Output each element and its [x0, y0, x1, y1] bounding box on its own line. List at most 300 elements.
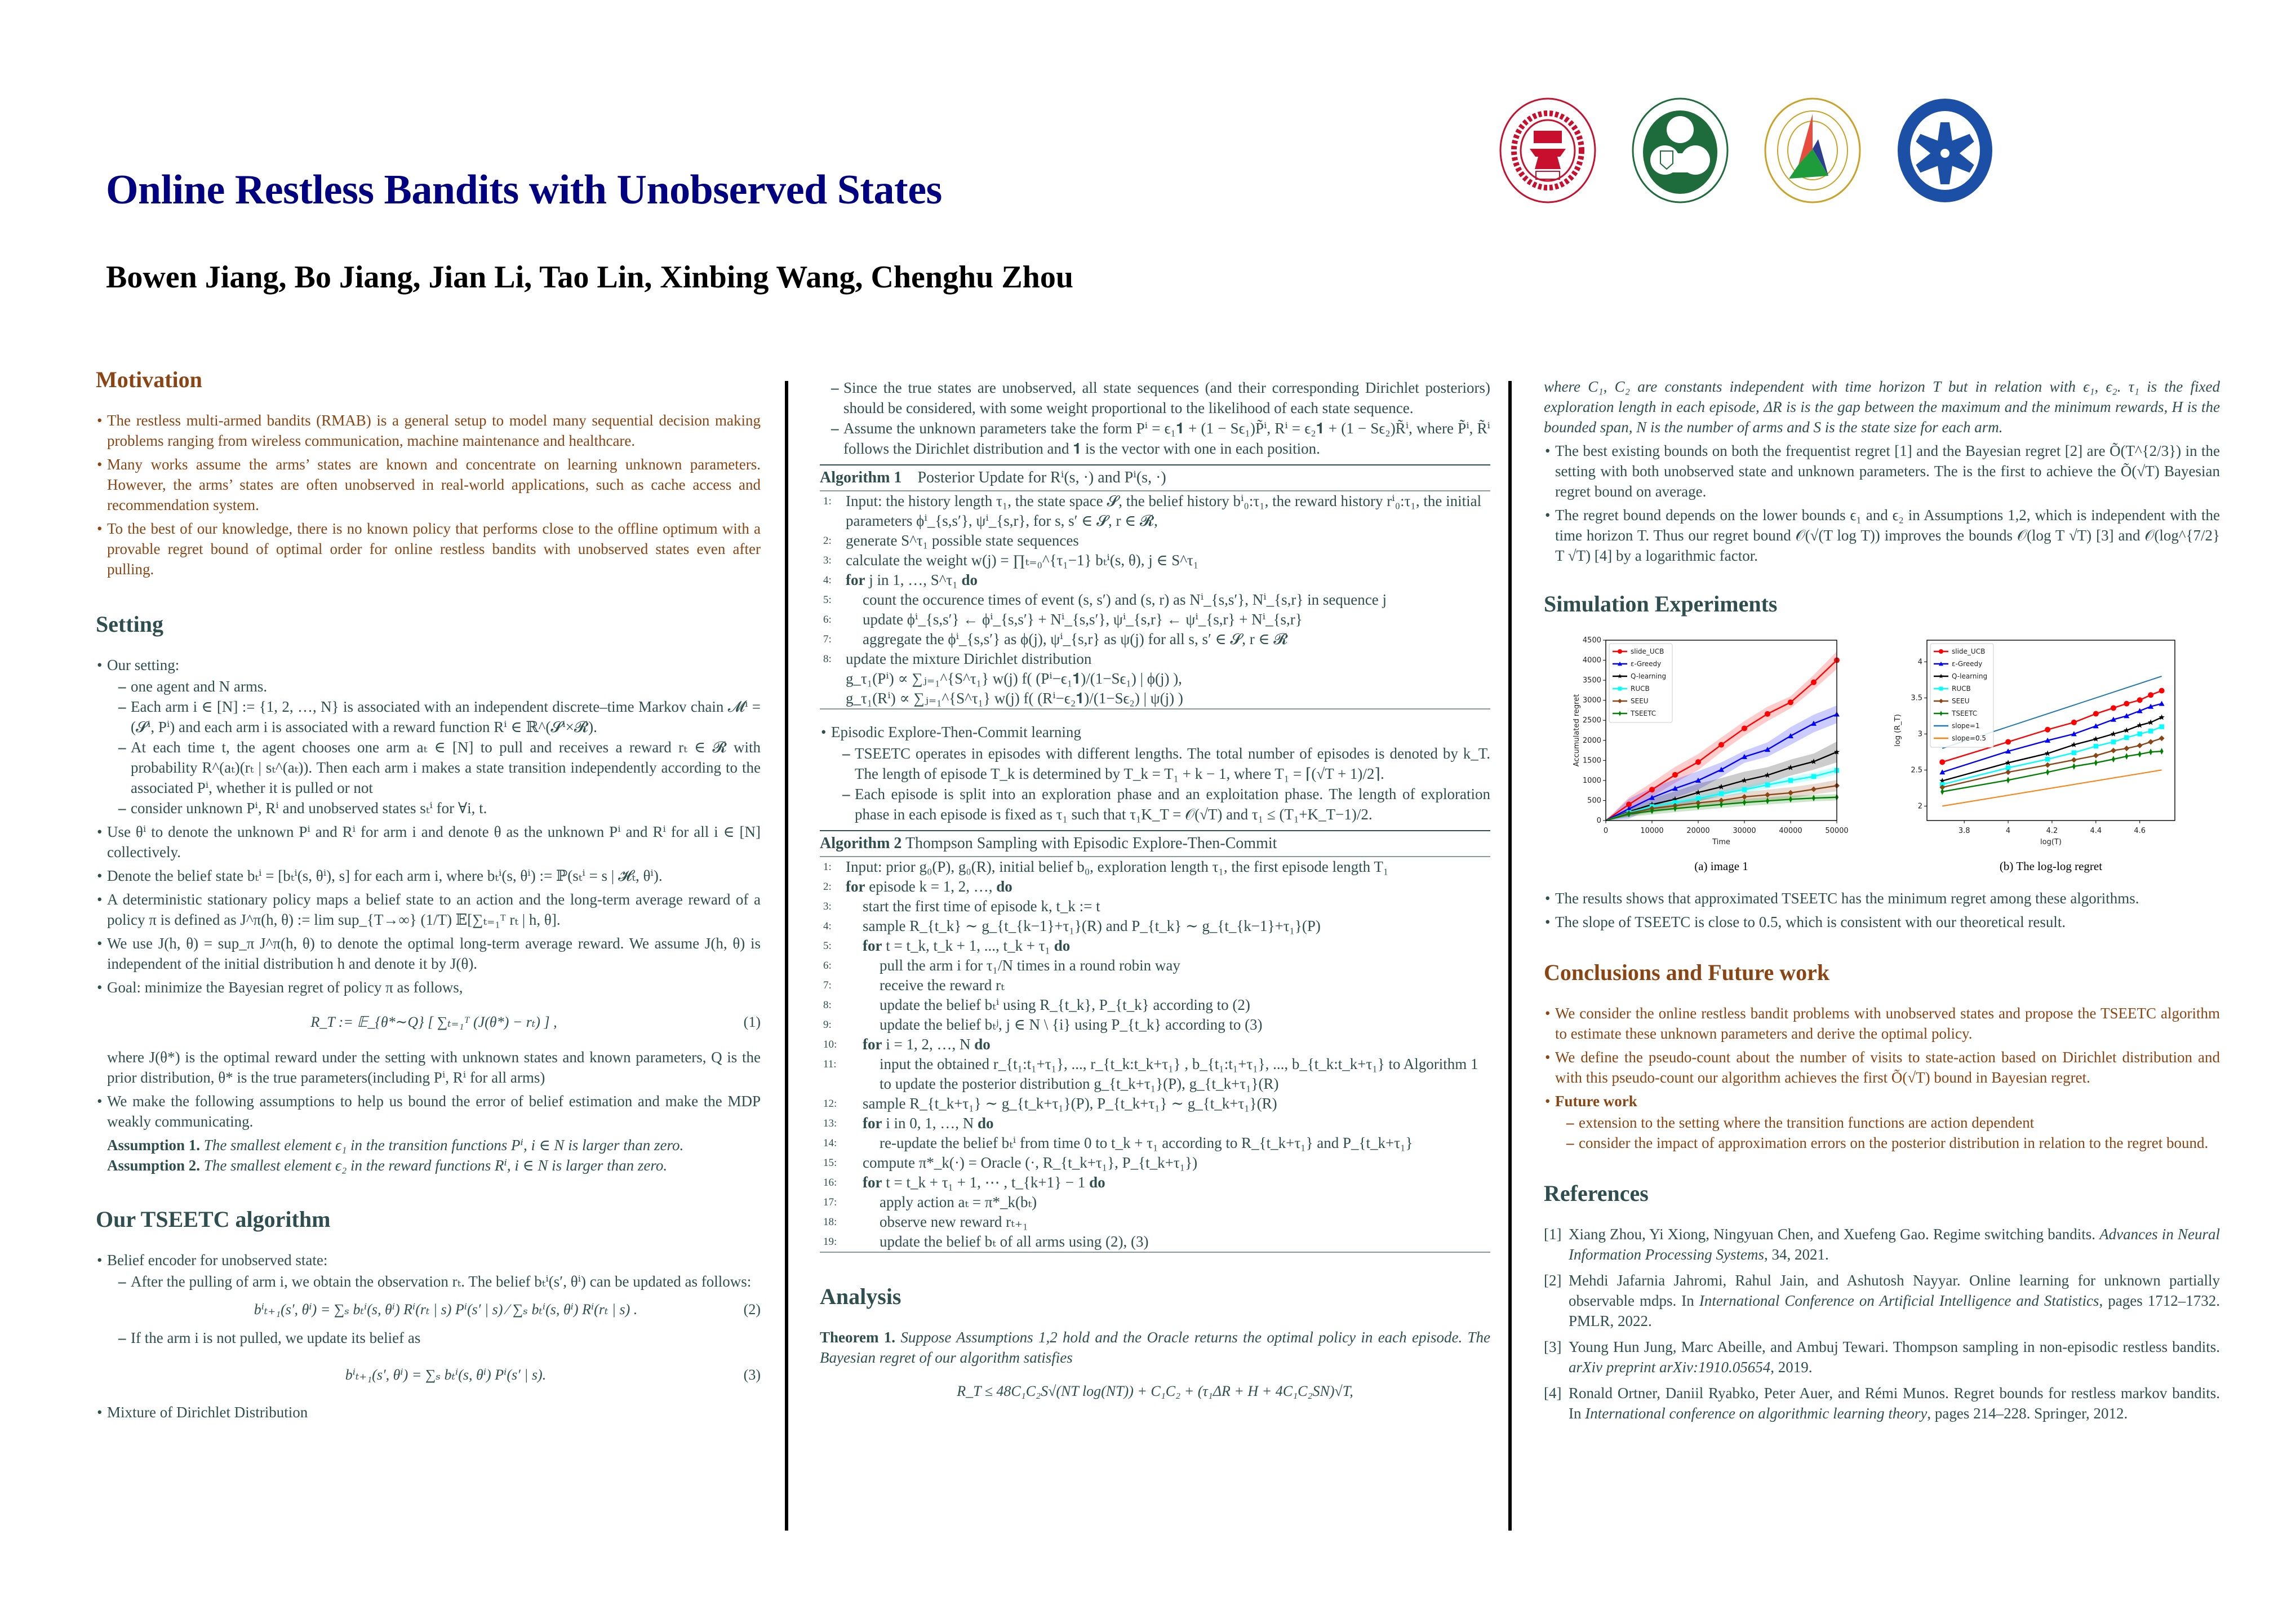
data-point-marker [2045, 751, 2051, 756]
algorithm-line [820, 1192, 1490, 1212]
algorithm-line [820, 1133, 1490, 1153]
line-number: 18: [823, 1216, 837, 1228]
tseetc-heading: Our TSEETC algorithm [96, 1207, 331, 1232]
data-point-marker [2111, 705, 2116, 711]
algorithm-line [820, 689, 1490, 708]
line-text: update the belief bₜʲ, j ∈ N \ {i} using P_{t_k} according to (3) [880, 1016, 1263, 1033]
data-point-marker [1718, 742, 1724, 748]
data-point-marker [2006, 777, 2010, 783]
y-tick-label: 0 [1596, 817, 1601, 825]
belief-encoder-sub [107, 1271, 761, 1385]
poster-title: Online Restless Bandits with Unobserved States [106, 167, 942, 213]
list-item: • We use J(h, θ) = sup_π J^π(h, θ) to denote the optimal long-term average reward. We assume J(h, θ) is independent of the initial distribution h and denote it by J(θ). [96, 933, 761, 974]
y-tick-label: 2.5 [1911, 766, 1922, 775]
line-number: 9: [823, 1019, 832, 1031]
column-divider-left [785, 381, 788, 1531]
line-number: 14: [823, 1137, 837, 1149]
line-number: 2: [823, 881, 832, 893]
algorithm-line [820, 877, 1490, 897]
data-point-marker [1940, 788, 1944, 795]
chart-legend [1930, 644, 1993, 747]
reference-number: [2] [1544, 1272, 1562, 1289]
line-text: generate S^τ₁ possible state sequences [846, 532, 1079, 549]
list-item [820, 722, 1490, 824]
chart-legend [1609, 644, 1672, 722]
line-number: 5: [823, 594, 832, 606]
legend-label: RUCB [1952, 685, 1971, 693]
data-point-marker [2148, 692, 2153, 698]
list-item: – extension to the setting where the transition functions are action dependent [1555, 1112, 2220, 1133]
reference-venue: International Conference on Artificial Intelligence and Statistics [1699, 1292, 2099, 1309]
line-number: 4: [823, 920, 832, 932]
line-number: 12: [823, 1098, 837, 1110]
cuc-seal-icon [1764, 97, 1862, 204]
our-setting-label: Our setting: [107, 657, 180, 673]
eetc-bullets [820, 722, 1490, 824]
y-tick-label: 3500 [1582, 676, 1601, 685]
legend-label: Q-learning [1952, 672, 1988, 680]
motivation-heading: Motivation [96, 367, 202, 392]
y-tick-label: 3000 [1582, 696, 1601, 705]
data-point-marker [2111, 739, 2116, 744]
list-item: • The best existing bounds on both the frequentist regret [1] and the Bayesian regret [2] are Õ(T^{2/3}) in the setting with both unobserved state and unknown parameters. The is the first to achieve the Õ(√T) Bayesian regret bound on average. [1544, 441, 2220, 502]
reference-venue: arXiv preprint arXiv:1910.05654 [1569, 1359, 1771, 1376]
line-text: t = t_k + τ₁ + 1, ⋯ , t_{k+1} − 1 [882, 1174, 1090, 1191]
equation-1-body: R_T := 𝔼_{θ*∼Q} [ ∑ₜ₌₁ᵀ (J(θ*) − rₜ) ] , [310, 1014, 557, 1030]
list-item: – consider the impact of approximation errors on the posterior distribution in relation to the regret bound. [1555, 1133, 2220, 1153]
assumption-2 [96, 1155, 761, 1176]
chart-log-log-regret [1893, 635, 2197, 883]
y-tick-label: 2500 [1582, 716, 1601, 725]
keyword-for: for [863, 937, 882, 954]
reference-details: , pages 1712–1732. PMLR, 2022. [1569, 1292, 2220, 1329]
line-number: 11: [823, 1058, 837, 1070]
data-point-marker [1939, 649, 1943, 654]
reference-details: , pages 214–228. Springer, 2012. [1927, 1405, 2128, 1422]
reference-item [1544, 1270, 2220, 1331]
simulation-heading: Simulation Experiments [1544, 591, 1778, 617]
line-text: pull the arm i for τ₁/N times in a round robin way [880, 957, 1180, 974]
algorithm-line [820, 669, 1490, 689]
x-tick-label: 4.4 [2090, 827, 2102, 835]
algorithm-line [820, 936, 1490, 956]
data-point-marker [2124, 746, 2129, 751]
analysis-heading: Analysis [820, 1284, 901, 1309]
legend-label: slope=1 [1952, 722, 1980, 730]
eetc-sub-list [831, 743, 1490, 824]
data-point-marker [1788, 699, 1793, 705]
equation-3-number: (3) [743, 1367, 761, 1383]
line-text: sample R_{t_k+τ₁} ∼ g_{t_k+τ₁}(P), P_{t_k+τ₁} ∼ g_{t_k+τ₁}(R) [863, 1095, 1277, 1112]
list-item: • To the best of our knowledge, there is no known policy that performs close to the offline optimum with a provable regret bound of optimal order for online restless bandits with unobserved states even after pulling. [96, 518, 761, 579]
figure-caption: (a) image 1 [1694, 859, 1748, 873]
data-point-marker [2093, 736, 2099, 742]
keyword-for: for [863, 1036, 882, 1053]
algorithm-line [820, 897, 1490, 916]
line-number: 10: [823, 1039, 837, 1050]
list-item [107, 1328, 761, 1385]
legend-label: ε-Greedy [1952, 660, 1983, 668]
theorem-where-text: where C₁, C₂ are constants independent with time horizon T but in relation with ϵ₁, ϵ₂. τ₁ is the fixed exploration length in each episode, ΔR is is the gap between the maximum and the minimum rewards, H is the bounded span, N is the number of arms and S is the state size for each arm. [1544, 378, 2220, 436]
line-text: calculate the weight w(j) = ∏ₜ₌₀^{τ₁−1} bₜⁱ(s, θ), j ∈ S^τ₁ [846, 552, 1199, 569]
line-text: update the belief bₜⁱ using R_{t_k}, P_{t_k} according to (2) [880, 996, 1250, 1013]
legend-label: SEEU [1631, 697, 1649, 705]
data-point-marker [2111, 748, 2116, 753]
line-text: count the occurence times of event (s, s′) and (s, r) as Nⁱ_{s,s′}, Nⁱ_{s,r} in sequence j [863, 591, 1387, 608]
reference-item [1544, 1337, 2220, 1377]
reference-number: [3] [1544, 1338, 1562, 1355]
figure-row [1544, 635, 2220, 883]
algorithm-line [820, 857, 1490, 877]
data-point-marker [1788, 778, 1793, 783]
line-number: 17: [823, 1196, 837, 1208]
line-number: 6: [823, 614, 832, 626]
assumption-1 [96, 1135, 761, 1155]
line-number: 7: [823, 633, 832, 645]
data-point-marker [2094, 744, 2099, 749]
assumption-1-label: Assumption 1. [107, 1137, 201, 1154]
references-heading: References [1544, 1181, 1649, 1206]
setting-sub-list [107, 676, 761, 818]
line-text: j in 1, …, S^τ₁ [865, 571, 962, 588]
column-right [1544, 376, 2220, 1429]
line-number: 5: [823, 940, 832, 952]
y-tick-label: 4000 [1582, 656, 1601, 665]
algorithm-line [820, 956, 1490, 975]
list-item [1544, 1091, 2220, 1153]
y-tick-label: 4 [1917, 658, 1922, 667]
line-number: 1: [823, 861, 832, 873]
data-point-marker [2148, 719, 2154, 725]
keyword-do: do [1089, 1174, 1105, 1191]
author-list: Bowen Jiang, Bo Jiang, Jian Li, Tao Lin, Xinbing Wang, Chenghu Zhou [106, 260, 1073, 295]
reference-details: , 2019. [1770, 1359, 1813, 1376]
motivation-bullets [96, 410, 761, 579]
data-point-marker [2124, 728, 2130, 733]
data-point-marker [2094, 760, 2098, 766]
algorithm-line [820, 629, 1490, 649]
data-point-marker [2071, 720, 2077, 725]
list-item: • The slope of TSEETC is close to 0.5, which is consistent with our theoretical result. [1544, 912, 2220, 932]
data-point-marker [1939, 687, 1943, 691]
x-tick-label: 4.2 [2046, 827, 2058, 835]
line-text: observe new reward rₜ₊₁ [880, 1213, 1028, 1230]
algorithm-line [820, 590, 1490, 610]
conclusions-heading: Conclusions and Future work [1544, 960, 1830, 985]
algorithm-2-label: Algorithm 2 [820, 835, 902, 852]
data-point-marker [1695, 759, 1701, 765]
algorithm-line [820, 570, 1490, 590]
list-item: • Denote the belief state bₜⁱ = [bₜⁱ(s, θⁱ), s] for each arm i, where bₜⁱ(s, θⁱ) := ℙ(sₜⁱ = s | 𝓗ₜ, θⁱ). [96, 866, 761, 886]
column-middle [820, 376, 1490, 1409]
data-point-marker [2045, 757, 2050, 762]
eetc-label: Episodic Explore-Then-Commit learning [831, 724, 1081, 740]
line-number: 15: [823, 1157, 837, 1169]
line-text: re-update the belief bₜⁱ from time 0 to t_k + τ₁ according to R_{t_k+τ₁} and P_{t_k+τ₁} [880, 1134, 1413, 1151]
keyword-for: for [863, 1115, 882, 1132]
setting-heading: Setting [96, 611, 163, 637]
line-text: g_τ₁(Rⁱ) ∝ ∑ⱼ₌₁^{S^τ₁} w(j) f( (Rⁱ−ϵ₂𝟏)/(1−Sϵ₂) | ψ(j) ) [846, 690, 1183, 707]
not-pulled-text: If the arm i is not pulled, we update its belief as [131, 1329, 421, 1346]
line-text: t = t_k, t_k + 1, ..., t_k + τ₁ [882, 937, 1054, 954]
algorithm-line [820, 649, 1490, 669]
theorem-1 [820, 1327, 1490, 1368]
data-point-marker [1939, 759, 1945, 765]
list-item [96, 1250, 761, 1385]
data-point-marker [1672, 772, 1678, 778]
data-point-marker [1649, 787, 1655, 792]
line-text: i in 0, 1, …, N [882, 1115, 978, 1132]
line-number: 7: [823, 979, 832, 991]
data-point-marker [2137, 722, 2143, 728]
keyword-do: do [974, 1036, 991, 1053]
list-item: – Each episode is split into an exploration phase and an exploitation phase. The length of exploration phase in each episode is fixed as τ₁ such that τ₁K_T = 𝒪(√T) and τ₁ ≤ (T₁+K_T−1)/2. [831, 784, 1490, 824]
data-point-marker [2005, 760, 2011, 765]
dirichlet-sub-list [820, 378, 1490, 459]
binghamton-logo [1631, 97, 1730, 204]
equation-2-number: (2) [743, 1301, 761, 1318]
future-work-list [1555, 1112, 2220, 1153]
list-item [96, 655, 761, 818]
algorithm-1-title: Posterior Update for Rⁱ(s, ·) and Pⁱ(s, ·) [917, 469, 1166, 486]
reference-authors-title: Young Hun Jung, Marc Abeille, and Ambuj Tewari. Thompson sampling in non-episodic restless bandits. [1569, 1338, 2220, 1355]
algorithm-line [820, 1232, 1490, 1252]
keyword-for: for [846, 878, 865, 895]
list-item: • The restless multi-armed bandits (RMAB) is a general setup to model many sequential decision making problems ranging from wireless communication, machine maintenance and healthcare. [96, 410, 761, 451]
algorithm-1-box [820, 464, 1490, 709]
list-item [96, 977, 761, 1088]
data-point-marker [2093, 753, 2099, 759]
keyword-do: do [996, 878, 1012, 895]
reference-number: [4] [1544, 1385, 1562, 1402]
algorithm-1-header [820, 465, 1490, 491]
x-tick-label: 4 [2005, 827, 2011, 835]
data-point-marker [2148, 729, 2153, 734]
algorithm-2-title: Thompson Sampling with Episodic Explore-Then-Commit [905, 835, 1277, 852]
line-text: start the first time of episode k, t_k := t [863, 898, 1100, 915]
data-point-marker [2149, 748, 2152, 755]
data-point-marker [1765, 782, 1770, 787]
legend-label: SEEU [1952, 697, 1970, 705]
algorithm-line [820, 551, 1490, 570]
algorithm-line [820, 1212, 1490, 1232]
x-tick-label: 3.8 [1958, 827, 1970, 835]
data-point-marker [2045, 762, 2050, 768]
x-tick-label: 0 [1603, 827, 1609, 835]
y-tick-label: 3 [1917, 730, 1922, 739]
y-tick-label: 2000 [1582, 736, 1601, 745]
list-item: – one agent and N arms. [107, 676, 761, 697]
data-point-marker [1765, 711, 1770, 717]
data-point-marker [2072, 750, 2077, 755]
data-point-marker [2138, 751, 2142, 757]
algorithm-2-header [820, 831, 1490, 857]
x-tick-label: 30000 [1733, 827, 1756, 835]
data-point-marker [2045, 727, 2050, 733]
line-text: update ϕⁱ_{s,s′} ← ϕⁱ_{s,s′} + Nⁱ_{s,s′}, ψⁱ_{s,r} ← ψⁱ_{s,r} + Nⁱ_{s,r} [863, 611, 1303, 628]
line-text: receive the reward rₜ [880, 977, 1005, 994]
list-item: – Assume the unknown parameters take the form Pⁱ = ϵ₁𝟏 + (1 − Sϵ₁)P̃ⁱ, Rⁱ = ϵ₂𝟏 + (1 − Sϵ₂)R̃ⁱ, where P̃ⁱ, R̃ⁱ follows the Dirichlet distribution and 𝟏 is the vector with one in each position. [820, 418, 1490, 459]
list-item: • The regret bound depends on the lower bounds ϵ₁ and ϵ₂ in Assumptions 1,2, which is independent with the time horizon T. Thus our regret bound 𝒪(√(T log T)) improves the bounds 𝒪(log T √T) [3] and 𝒪(log^{7/2} T √T) [4] by a logarithmic factor. [1544, 505, 2220, 566]
line-number: 8: [823, 999, 832, 1011]
sjtu-logo [1499, 97, 1597, 204]
data-point-marker [2159, 724, 2164, 729]
tseetc-section [96, 1206, 761, 1422]
analysis-section [820, 1283, 1490, 1402]
algorithm-line [820, 1054, 1490, 1094]
y-axis-label: log (R_T) [1894, 714, 1902, 747]
list-item: • We make the following assumptions to help us bound the error of belief estimation and make the MDP weakly communicating. [96, 1091, 761, 1132]
reference-list [1544, 1224, 2220, 1424]
assumption-2-label: Assumption 2. [107, 1157, 201, 1174]
list-item: – Each arm i ∈ [N] := {1, 2, …, N} is associated with an independent discrete–time Markov chain 𝓜ⁱ = (𝓢ⁱ, Pⁱ) and each arm i is associated with a reward function Rⁱ ∈ ℝ^(𝓢ⁱ×𝓡). [107, 697, 761, 737]
algorithm-line [820, 610, 1490, 629]
x-tick-label: 20000 [1686, 827, 1710, 835]
x-tick-label: 40000 [1779, 827, 1802, 835]
data-point-marker [2093, 711, 2099, 717]
line-text: update the belief bₜ of all arms using (2), (3) [880, 1233, 1149, 1250]
algorithm-line [820, 1035, 1490, 1054]
line-number: 19: [823, 1236, 837, 1248]
line-number: 4: [823, 574, 832, 586]
data-point-marker [2072, 763, 2076, 770]
data-point-marker [2148, 739, 2153, 744]
algorithm-line [820, 491, 1490, 531]
equation-3 [131, 1365, 761, 1385]
legend-label: TSEETC [1631, 709, 1657, 717]
cas-logo [1896, 97, 1995, 204]
setting-bullets [96, 655, 761, 1132]
data-point-marker [2160, 748, 2164, 755]
line-text: input the obtained r_{t₁:t₁+τ₁}, ..., r_{t_k:t_k+τ₁} , b_{t₁:t₁+τ₁}, ..., b_{t_k:t_k+τ₁} to Algorithm 1 to update the posterior distribution g_{t_k+τ₁}(P), g_{t_k+τ₁}(R) [880, 1056, 1478, 1092]
list-item [107, 1271, 761, 1320]
algorithm-2-lines [820, 857, 1490, 1252]
legend-label: ε-Greedy [1631, 660, 1662, 668]
column-left [96, 366, 761, 1426]
y-tick-label: 3.5 [1911, 694, 1922, 703]
reference-authors-title: Mehdi Jafarnia Jahromi, Rahul Jain, and Ashutosh Nayyar. Online learning for unknown partially observable mdps. In [1569, 1272, 2220, 1309]
x-tick-label: 10000 [1640, 827, 1664, 835]
equation-1-note: where J(θ*) is the optimal reward under the setting with unknown states and known parameters, Q is the prior distribution, θ* is the true parameters(including Pⁱ, Rⁱ for all arms) [107, 1049, 761, 1086]
algorithm-line [820, 1153, 1490, 1173]
keyword-do: do [961, 571, 978, 588]
equation-2-body: bⁱₜ₊₁(s′, θⁱ) = ∑ₛ bₜⁱ(s, θⁱ) Rⁱ(rₜ | s) Pⁱ(s′ | s) ⁄ ∑ₛ bₜⁱ(s, θⁱ) Rⁱ(rₜ | s) . [254, 1301, 638, 1318]
x-tick-label: 4.6 [2134, 827, 2146, 835]
legend-label: RUCB [1631, 685, 1650, 693]
analysis-bullets [1544, 441, 2220, 566]
reference-details: , 34, 2021. [1764, 1246, 1829, 1263]
chart-accumulated-regret [1566, 635, 1882, 883]
data-point-marker [2046, 769, 2049, 775]
line-text: aggregate the ϕⁱ_{s,s′} as ϕ(j), ψⁱ_{s,r} as ψ(j) for all s, s′ ∈ 𝓢, r ∈ 𝓡 [863, 631, 1288, 648]
reference-authors-title: Ronald Ortner, Daniil Ryabko, Peter Auer, and Rémi Munos. Regret bounds for restless markov bandits. In [1569, 1385, 2220, 1422]
belief-encoder-label: Belief encoder for unobserved state: [107, 1252, 328, 1269]
line-text: sample R_{t_k} ∼ g_{t_{k−1}+τ₁}(R) and P_{t_k} ∼ g_{t_{k−1}+τ₁}(P) [863, 917, 1321, 934]
algorithm-line [820, 531, 1490, 551]
legend-label: slope=0.5 [1952, 734, 1987, 742]
legend-label: slide_UCB [1631, 648, 1664, 655]
reference-venue: Advances in Neural Information Processing Systems [1569, 1226, 2220, 1263]
legend-box [1930, 644, 1993, 747]
data-point-marker [1742, 787, 1747, 792]
list-item: – TSEETC operates in episodes with different lengths. The total number of episodes is denoted by k_T. The length of episode T_k is determined by T_k = T₁ + k − 1, where T₁ = ⌈(√T + 1)/2⌉. [831, 743, 1490, 784]
data-point-marker [1811, 774, 1817, 779]
data-point-marker [2125, 753, 2128, 760]
theorem-1-label: Theorem 1. [820, 1329, 896, 1346]
x-tick-label: 50000 [1825, 827, 1849, 835]
data-point-marker [2137, 743, 2143, 748]
algorithm-line [820, 995, 1490, 1015]
theorem-1-text: Suppose Assumptions 1,2 hold and the Oracle returns the optimal policy in each episode. The Bayesian regret of our algorithm satisfies [820, 1329, 1491, 1366]
keyword-do: do [1054, 937, 1071, 954]
future-work-label: Future work [1555, 1093, 1637, 1110]
motivation-section [96, 366, 761, 579]
regret-bound-equation: R_T ≤ 48C₁C₂S√(NT log(NT)) + C₁C₂ + (τ₁ΔR + H + 4C₁C₂SN)√T, [957, 1383, 1353, 1399]
data-point-marker [2071, 757, 2077, 762]
data-point-marker [2112, 756, 2115, 762]
simulation-bullets [1544, 888, 2220, 932]
algorithm-line [820, 1094, 1490, 1114]
y-axis-label: Accumulated regret [1573, 694, 1581, 767]
legend-label: TSEETC [1952, 709, 1978, 717]
line-number: 8: [823, 653, 832, 665]
list-item: • Use θⁱ to denote the unknown Pⁱ and Rⁱ for arm i and denote θ as the unknown Pⁱ and Rⁱ for all i ∈ [N] collectively. [96, 822, 761, 862]
data-point-marker [1618, 687, 1622, 691]
list-item: – consider unknown Pⁱ, Rⁱ and unobserved states sₜⁱ for ∀i, t. [107, 798, 761, 818]
list-item: • We define the pseudo-count about the number of visits to state-action based on Dirichlet distribution and with this pseudo-count our algorithm achieves the first Õ(√T) bound in Bayesian regret. [1544, 1047, 2220, 1088]
reference-venue: International conference on algorithmic learning theory [1585, 1405, 1928, 1422]
list-item: • Mixture of Dirichlet Distribution [96, 1402, 761, 1422]
list-item: – Since the true states are unobserved, all state sequences (and their corresponding Dirichlet posteriors) should be considered, with some weight proportional to the likelihood of each state sequence. [820, 378, 1490, 418]
reference-number: [1] [1544, 1226, 1562, 1243]
line-text: Input: prior g₀(P), g₀(R), initial belief b₀, exploration length τ₁, the first episode length T₁ [846, 858, 1389, 875]
list-item: • A deterministic stationary policy maps a belief state to an action and the long-term average reward of a policy π is defined as J^π(h, θ) := lim sup_{T→∞} (1/T) 𝔼[∑ₜ₌₁ᵀ rₜ | h, θ]. [96, 889, 761, 930]
data-point-marker [2124, 735, 2129, 740]
reference-item [1544, 1383, 2220, 1424]
x-axis-label: log(T) [2040, 838, 2062, 846]
equation-1 [107, 1012, 761, 1032]
y-tick-label: 1500 [1582, 756, 1601, 765]
line-number: 2: [823, 535, 832, 547]
algorithm-2-box [820, 830, 1490, 1253]
data-point-marker [2159, 688, 2165, 694]
reference-authors-title: Xiang Zhou, Yi Xiong, Ningyuan Chen, and Xuefeng Gao. Regime switching bandits. [1569, 1226, 2100, 1243]
cas-seal-icon [1896, 97, 1995, 204]
y-tick-label: 4500 [1582, 636, 1601, 645]
line-text: update the mixture Dirichlet distribution [846, 650, 1092, 667]
algorithm-line [820, 1015, 1490, 1035]
legend-label: slide_UCB [1952, 648, 1986, 655]
list-item: • The results shows that approximated TSEETC has the minimum regret among these algorithms. [1544, 888, 2220, 908]
data-point-marker [2137, 731, 2142, 737]
line-text: compute π*_k(·) = Oracle (·, R_{t_k+τ₁}, P_{t_k+τ₁}) [863, 1154, 1198, 1171]
line-text: episode k = 1, 2, …, [865, 878, 997, 895]
setting-section [96, 611, 761, 1176]
data-point-marker [2137, 697, 2143, 703]
y-tick-label: 1000 [1582, 776, 1601, 785]
series-line [1942, 770, 2161, 806]
line-text: g_τ₁(Pⁱ) ∝ ∑ⱼ₌₁^{S^τ₁} w(j) f( (Pⁱ−ϵ₁𝟏)/(1−Sϵ₁) | ϕ(j) ), [846, 670, 1182, 687]
line-number: 16: [823, 1177, 837, 1189]
goal-text: Goal: minimize the Bayesian regret of policy π as follows, [107, 979, 463, 996]
algorithm-line [820, 916, 1490, 936]
line-text: apply action aₜ = π*_k(bₜ) [880, 1194, 1037, 1210]
data-point-marker [2124, 701, 2129, 707]
simulation-section [1544, 591, 2220, 932]
pulled-text: After the pulling of arm i, we obtain the observation rₜ. The belief bₜⁱ(s′, θⁱ) can be updated as follows: [131, 1273, 752, 1290]
data-point-marker [2159, 735, 2165, 741]
data-point-marker [1618, 649, 1622, 654]
